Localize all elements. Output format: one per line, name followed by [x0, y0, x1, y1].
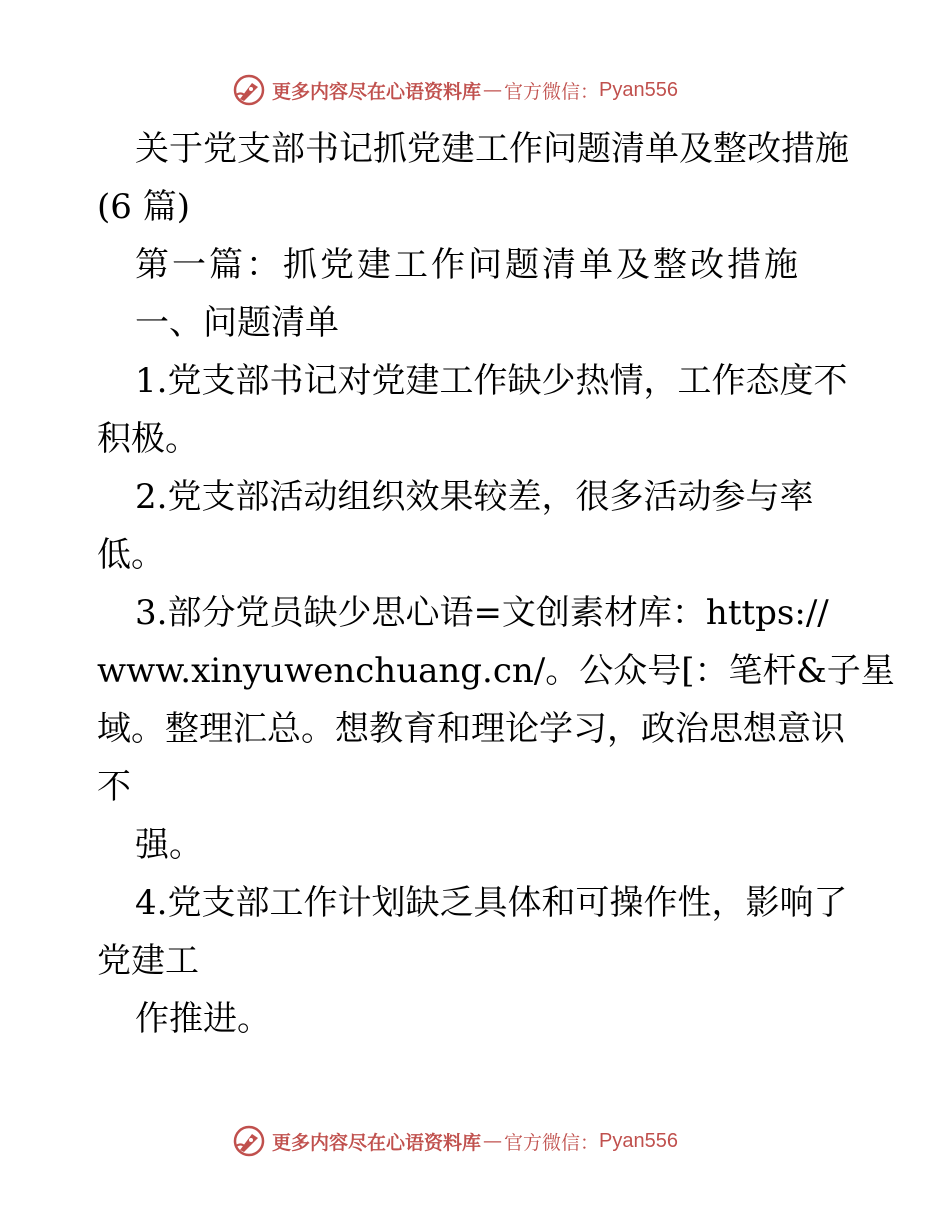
watermark-site-text: 更多内容尽在心语资料库 [272, 1131, 482, 1154]
document-body [97, 120, 895, 1048]
list-item-4-line-3: 作推进。 [135, 999, 271, 1039]
document-title-line-2: (6 篇) [97, 187, 190, 227]
pen-nib-logo-icon [232, 1124, 266, 1158]
list-item-4-line-2: 党建工 [97, 941, 199, 981]
watermark-separator: — [483, 79, 503, 101]
watermark-wechat-id: Pyan556 [599, 78, 678, 101]
list-item-4-line-1: 4.党支部工作计划缺乏具体和可操作性，影响了 [135, 883, 848, 923]
list-item-2-line-1: 2.党支部活动组织效果较差，很多活动参与率 [135, 477, 814, 517]
watermark-site-text: 更多内容尽在心语资料库 [272, 80, 482, 103]
subheading: 一、问题清单 [135, 303, 339, 343]
watermark-separator: — [483, 1130, 503, 1152]
list-item-3-line-3: 域。整理汇总。想教育和理论学习，政治思想意识 [97, 709, 845, 749]
document-title-line-1: 关于党支部书记抓党建工作问题清单及整改措施 [135, 129, 849, 169]
header-watermark [232, 72, 678, 108]
list-item-1-line-1: 1.党支部书记对党建工作缺少热情，工作态度不 [135, 361, 848, 401]
list-item-3-line-2: www.xinyuwenchuang.cn/。公众号[：笔杆&子星 [97, 651, 895, 691]
list-item-2-line-2: 低。 [97, 535, 165, 575]
list-item-1-line-2: 积极。 [97, 419, 199, 459]
list-item-3-line-4: 不 [97, 767, 131, 807]
watermark-wechat-id: Pyan556 [599, 1129, 678, 1152]
pen-nib-logo-icon [232, 73, 266, 107]
list-item-3-line-5: 强。 [135, 825, 203, 865]
list-item-3-line-1: 3.部分党员缺少思心语=文创素材库：https:// [135, 593, 829, 633]
footer-watermark [232, 1123, 678, 1159]
watermark-wechat-label: 官方微信： [504, 80, 600, 103]
watermark-wechat-label: 官方微信： [504, 1131, 600, 1154]
section-heading: 第一篇：抓党建工作问题清单及整改措施 [135, 245, 801, 285]
